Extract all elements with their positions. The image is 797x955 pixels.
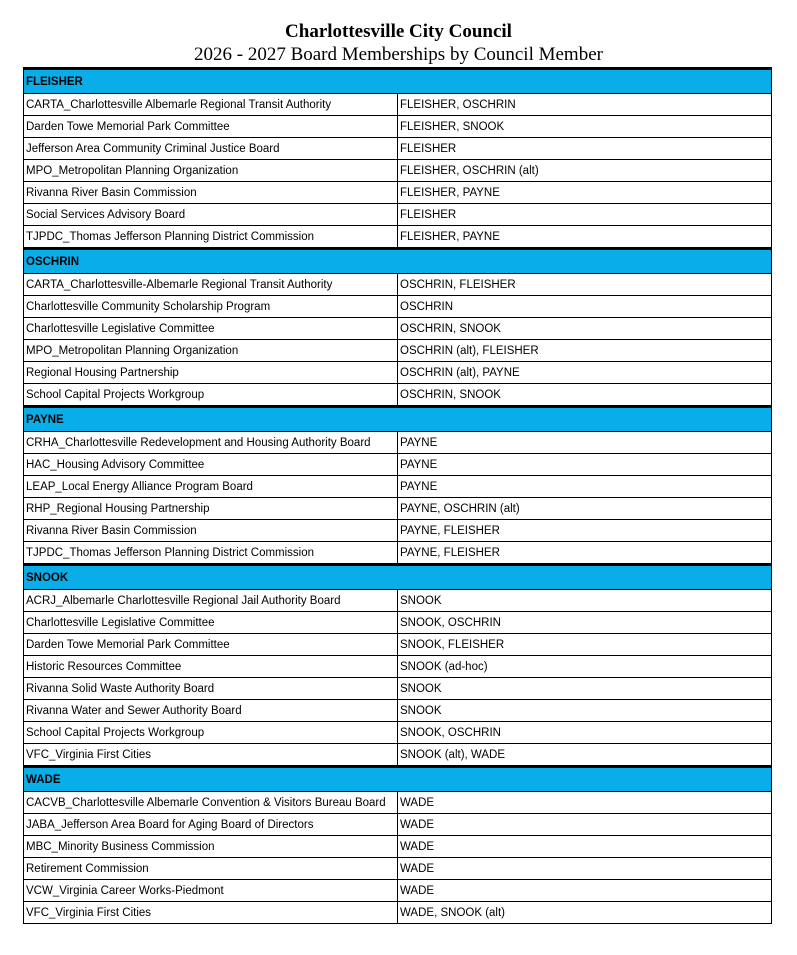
board-name-cell: CARTA_Charlottesville-Albemarle Regional Transit Authority [24,274,398,296]
table-row [24,612,772,634]
table-row [24,160,772,182]
table-row [24,590,772,612]
group-header-row [24,249,772,274]
board-name-cell: Retirement Commission [24,858,398,880]
members-cell: SNOOK [398,678,772,700]
board-name-cell: CACVB_Charlottesville Albemarle Convention & Visitors Bureau Board [24,792,398,814]
members-cell: SNOOK (alt), WADE [398,744,772,767]
members-cell: SNOOK (ad-hoc) [398,656,772,678]
table-row [24,520,772,542]
table-row [24,836,772,858]
table-row [24,454,772,476]
board-name-cell: MBC_Minority Business Commission [24,836,398,858]
group-header: SNOOK [24,565,772,590]
members-cell: FLEISHER, SNOOK [398,116,772,138]
board-name-cell: TJPDC_Thomas Jefferson Planning District Commission [24,226,398,249]
page-subtitle: 2026 - 2027 Board Memberships by Council Member [194,44,603,65]
board-name-cell: Regional Housing Partnership [24,362,398,384]
board-name-cell: Social Services Advisory Board [24,204,398,226]
board-name-cell: MPO_Metropolitan Planning Organization [24,340,398,362]
board-name-cell: CARTA_Charlottesville Albemarle Regional Transit Authority [24,94,398,116]
table-row [24,814,772,836]
board-name-cell: Darden Towe Memorial Park Committee [24,634,398,656]
board-name-cell: VCW_Virginia Career Works-Piedmont [24,880,398,902]
group-header: WADE [24,767,772,792]
board-name-cell: TJPDC_Thomas Jefferson Planning District Commission [24,542,398,565]
board-name-cell: Jefferson Area Community Criminal Justice Board [24,138,398,160]
members-cell: OSCHRIN (alt), FLEISHER [398,340,772,362]
members-cell: FLEISHER, OSCHRIN [398,94,772,116]
board-name-cell: ACRJ_Albemarle Charlottesville Regional Jail Authority Board [24,590,398,612]
table-row [24,340,772,362]
members-cell: OSCHRIN, SNOOK [398,384,772,407]
table-row [24,634,772,656]
group-header: OSCHRIN [24,249,772,274]
board-name-cell: Charlottesville Legislative Committee [24,318,398,340]
board-name-cell: CRHA_Charlottesville Redevelopment and Housing Authority Board [24,432,398,454]
members-cell: WADE [398,814,772,836]
members-cell: FLEISHER, OSCHRIN (alt) [398,160,772,182]
table-row [24,274,772,296]
group-header: FLEISHER [24,69,772,94]
members-cell: WADE [398,792,772,814]
board-name-cell: VFC_Virginia First Cities [24,744,398,767]
group-header-row [24,565,772,590]
table-row [24,542,772,565]
members-cell: SNOOK, OSCHRIN [398,722,772,744]
board-name-cell: Charlottesville Community Scholarship Program [24,296,398,318]
table-row [24,678,772,700]
members-cell: PAYNE [398,432,772,454]
table-row [24,296,772,318]
table-row [24,858,772,880]
members-cell: FLEISHER, PAYNE [398,182,772,204]
members-cell: PAYNE [398,454,772,476]
table-row [24,476,772,498]
board-name-cell: Rivanna River Basin Commission [24,520,398,542]
page-title: Charlottesville City Council [285,21,512,42]
members-cell: OSCHRIN [398,296,772,318]
members-cell: SNOOK [398,700,772,722]
board-name-cell: LEAP_Local Energy Alliance Program Board [24,476,398,498]
group-header-row [24,69,772,94]
members-cell: PAYNE [398,476,772,498]
members-cell: WADE [398,858,772,880]
table-row [24,182,772,204]
board-name-cell: Historic Resources Committee [24,656,398,678]
members-cell: SNOOK [398,590,772,612]
group-header-row [24,407,772,432]
table-row [24,656,772,678]
table-row [24,362,772,384]
board-name-cell: Charlottesville Legislative Committee [24,612,398,634]
table-body [24,69,772,924]
members-cell: SNOOK, OSCHRIN [398,612,772,634]
table-row [24,700,772,722]
table-row [24,138,772,160]
board-name-cell: RHP_Regional Housing Partnership [24,498,398,520]
table-row [24,902,772,924]
board-name-cell: Rivanna Water and Sewer Authority Board [24,700,398,722]
board-name-cell: School Capital Projects Workgroup [24,384,398,407]
board-name-cell: Rivanna River Basin Commission [24,182,398,204]
board-name-cell: MPO_Metropolitan Planning Organization [24,160,398,182]
members-cell: OSCHRIN, SNOOK [398,318,772,340]
table-row [24,318,772,340]
members-cell: OSCHRIN (alt), PAYNE [398,362,772,384]
table-row [24,94,772,116]
members-cell: PAYNE, OSCHRIN (alt) [398,498,772,520]
group-header: PAYNE [24,407,772,432]
members-cell: PAYNE, FLEISHER [398,520,772,542]
group-header-row [24,767,772,792]
table-row [24,116,772,138]
members-cell: FLEISHER [398,138,772,160]
table-row [24,880,772,902]
board-name-cell: Rivanna Solid Waste Authority Board [24,678,398,700]
members-cell: FLEISHER, PAYNE [398,226,772,249]
members-cell: PAYNE, FLEISHER [398,542,772,565]
board-name-cell: JABA_Jefferson Area Board for Aging Board of Directors [24,814,398,836]
members-cell: FLEISHER [398,204,772,226]
board-name-cell: Darden Towe Memorial Park Committee [24,116,398,138]
board-name-cell: School Capital Projects Workgroup [24,722,398,744]
table-row [24,204,772,226]
table-row [24,432,772,454]
members-cell: WADE [398,836,772,858]
table-row [24,498,772,520]
members-cell: WADE, SNOOK (alt) [398,902,772,924]
members-cell: WADE [398,880,772,902]
members-cell: SNOOK, FLEISHER [398,634,772,656]
table-row [24,384,772,407]
table-row [24,722,772,744]
membership-table [23,67,772,924]
board-name-cell: VFC_Virginia First Cities [24,902,398,924]
table-row [24,744,772,767]
board-name-cell: HAC_Housing Advisory Committee [24,454,398,476]
table-row [24,226,772,249]
table-row [24,792,772,814]
members-cell: OSCHRIN, FLEISHER [398,274,772,296]
